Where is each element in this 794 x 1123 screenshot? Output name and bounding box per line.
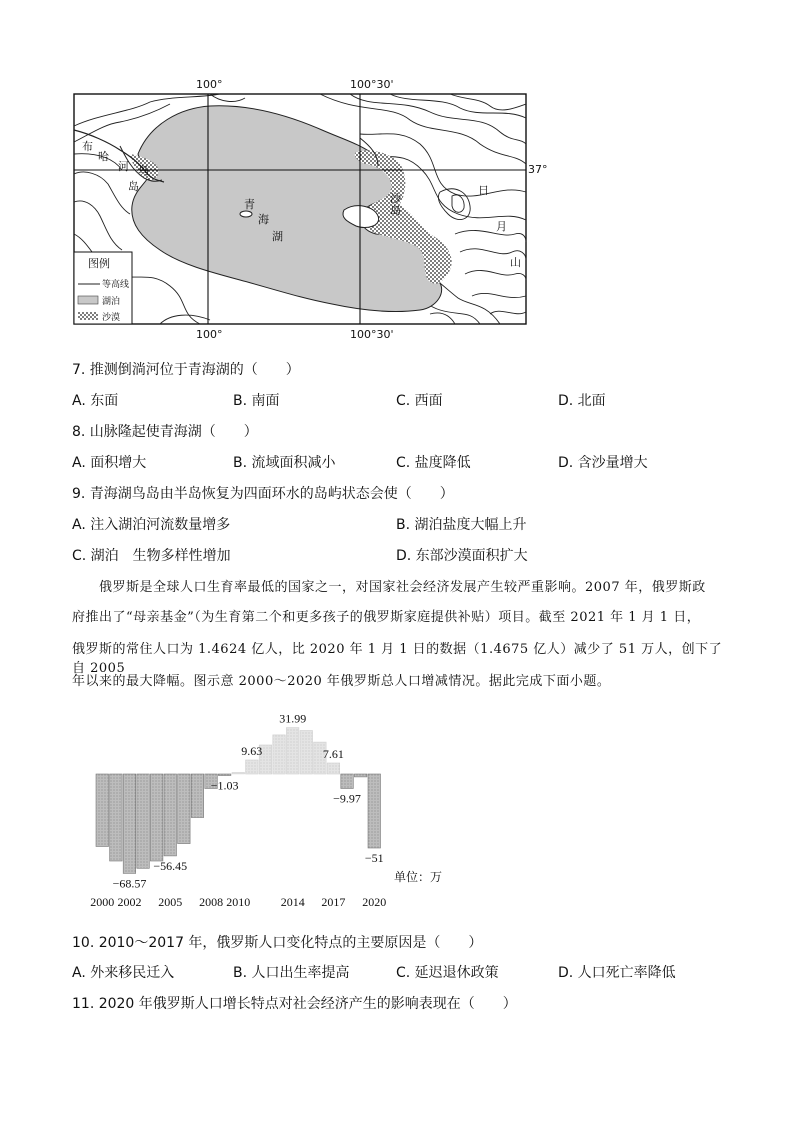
legend-contour-label: 等高线 — [102, 280, 130, 290]
passage-line-1: 俄罗斯是全球人口生育率最低的国家之一，对国家社会经济发展产生较严重影响。2007 年，俄罗斯政 — [72, 580, 706, 595]
bar-2019 — [354, 774, 367, 777]
question-10-stem: 10. 2010～2017 年，俄罗斯人口变化特点的主要原因是（ ） — [72, 935, 483, 951]
lake-map-svg — [60, 74, 550, 344]
bar-2017 — [327, 763, 340, 774]
passage-line-4: 年以来的最大降幅。图示意 2000～2020 年俄罗斯总人口增减情况。据此完成下面小题。 — [72, 674, 611, 689]
lake-label-3: 湖 — [272, 230, 283, 243]
bar-2013 — [273, 735, 286, 774]
q10-option-c[interactable]: C. 延迟退休政策 — [396, 965, 499, 981]
bar-2002 — [123, 774, 136, 873]
x-tick-2000: 2000 — [90, 895, 115, 909]
bar-2015 — [300, 731, 313, 775]
population-chart — [80, 708, 460, 913]
passage-line-2: 府推出了“母亲基金”（为生育第二个和更多孩子的俄罗斯家庭提供补贴）项目。截至 2021 年 1 月 1 日， — [72, 610, 701, 625]
q10-option-a[interactable]: A. 外来移民迁入 — [72, 965, 175, 981]
q8-option-b[interactable]: B. 流域面积减小 — [233, 455, 336, 471]
chart-x-ticks — [90, 895, 386, 909]
q8-option-d[interactable]: D. 含沙量增大 — [558, 455, 648, 471]
bar-2014 — [286, 728, 299, 774]
bar-2010 — [232, 773, 245, 774]
value-label-2018: −9.97 — [333, 791, 361, 806]
x-tick-2014: 2014 — [280, 895, 305, 909]
chart-unit-label: 单位：万 — [394, 870, 443, 884]
mountain-label-2: 月 — [496, 220, 507, 233]
question-11-stem: 11. 2020 年俄罗斯人口增长特点对社会经济产生的影响表现在（ ） — [72, 996, 517, 1012]
mountain-label-3: 山 — [510, 256, 521, 269]
q7-option-a[interactable]: A. 东面 — [72, 393, 119, 409]
question-8-stem: 8. 山脉隆起使青海湖（ ） — [72, 424, 258, 440]
lon-label-bottom-right: 100°30' — [350, 328, 394, 341]
value-label-2002: −68.57 — [112, 876, 147, 891]
q10-option-b[interactable]: B. 人口出生率提高 — [233, 965, 350, 981]
river-label-3: 河 — [118, 160, 129, 173]
legend-lake-label: 湖泊 — [102, 297, 121, 307]
question-7-stem: 7. 推测倒淌河位于青海湖的（ ） — [72, 362, 300, 378]
lon-label-bottom-left: 100° — [196, 328, 223, 341]
river-label-1: 布 — [82, 140, 93, 153]
value-label-2020: −51 — [364, 850, 384, 865]
lake-label-2: 海 — [258, 213, 269, 226]
bar-2004 — [150, 774, 163, 861]
legend-desert-swatch — [78, 312, 98, 320]
question-9-stem: 9. 青海湖鸟岛由半岛恢复为四面环水的岛屿状态会使（ ） — [72, 486, 454, 502]
value-label-2014: 31.99 — [279, 711, 307, 726]
q9-option-d[interactable]: D. 东部沙漠面积扩大 — [396, 548, 528, 564]
q10-option-d[interactable]: D. 人口死亡率降低 — [558, 965, 676, 981]
bar-2001 — [110, 774, 123, 861]
x-tick-2017: 2017 — [321, 895, 346, 909]
river-label-2: 哈 — [98, 150, 109, 163]
mountain-label-1: 日 — [478, 184, 489, 197]
lon-label-top-right: 100°30' — [350, 78, 394, 91]
q9-option-b[interactable]: B. 湖泊盐度大幅上升 — [396, 517, 527, 533]
sand-island-label-1: 沙 — [390, 192, 401, 205]
q8-option-a[interactable]: A. 面积增大 — [72, 455, 147, 471]
bar-2011 — [246, 760, 259, 774]
bar-2005 — [164, 774, 177, 856]
value-label-2011: 9.63 — [241, 744, 263, 758]
x-tick-2020: 2020 — [362, 895, 387, 909]
bar-2018 — [341, 774, 354, 789]
x-tick-2010: 2010 — [226, 895, 251, 909]
bar-2000 — [96, 774, 109, 847]
legend-desert-label: 沙漠 — [102, 313, 121, 323]
q7-option-c[interactable]: C. 西面 — [396, 393, 443, 409]
value-label-2009: −1.03 — [210, 778, 239, 793]
x-tick-2002: 2002 — [117, 895, 142, 909]
bird-island-label-2: 岛 — [128, 180, 139, 193]
q7-option-b[interactable]: B. 南面 — [233, 393, 280, 409]
q7-option-d[interactable]: D. 北面 — [558, 393, 606, 409]
legend-lake-swatch — [78, 296, 98, 304]
value-label-2017: 7.61 — [322, 747, 344, 761]
x-tick-2005: 2005 — [158, 895, 183, 909]
lake-label-1: 青 — [244, 198, 255, 211]
sand-island-label-2: 岛 — [390, 204, 401, 217]
bar-2003 — [137, 774, 150, 868]
bar-2009 — [218, 774, 231, 776]
q9-option-c[interactable]: C. 湖泊 生物多样性增加 — [72, 548, 231, 564]
bar-2020 — [368, 774, 381, 848]
legend-title: 图例 — [88, 257, 110, 270]
q9-option-a[interactable]: A. 注入湖泊河流数量增多 — [72, 517, 231, 533]
bar-2006 — [178, 774, 191, 844]
lake-map — [60, 74, 550, 344]
x-tick-2008: 2008 — [199, 895, 224, 909]
value-label-2005: −56.45 — [153, 858, 188, 873]
bird-island-label-1: 鸟 — [138, 164, 149, 177]
q8-option-c[interactable]: C. 盐度降低 — [396, 455, 471, 471]
lat-label: 37° — [528, 163, 548, 176]
lon-label-top-left: 100° — [196, 78, 223, 91]
passage-line-3: 俄罗斯的常住人口为 1.4624 亿人，比 2020 年 1 月 1 日的数据（1.4675 亿人）减少了 51 万人，创下了自 2005 — [72, 642, 723, 676]
bar-2007 — [191, 774, 204, 818]
